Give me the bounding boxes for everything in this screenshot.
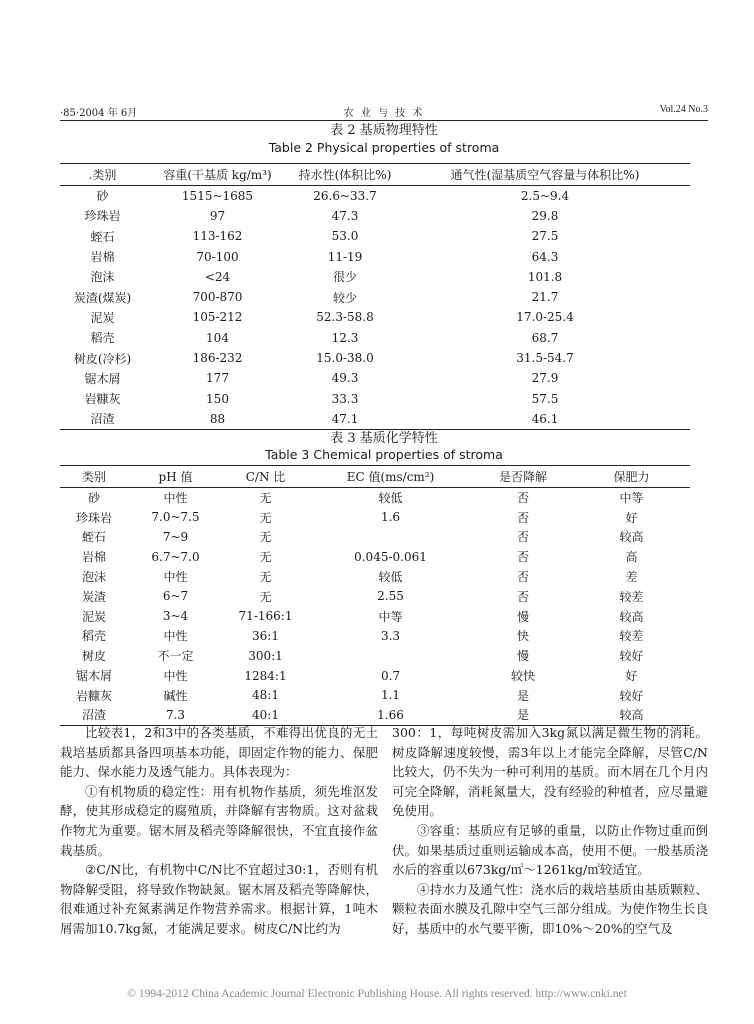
table-cell: 碱性: [163, 688, 188, 703]
table-cell: 6~7: [162, 589, 189, 604]
table-cell: 泡沫: [81, 570, 106, 585]
table-cell: 否: [516, 550, 529, 565]
table-cell: 中性: [163, 570, 188, 585]
table-cell: 1.66: [308, 705, 473, 725]
table-cell: 无: [259, 491, 272, 506]
table-cell: 68.7: [531, 330, 559, 345]
column-header: 保肥力: [573, 466, 690, 488]
table-cell: 岩糠灰: [84, 392, 121, 407]
table-cell: 较低: [378, 570, 403, 585]
table-cell: 2.5~9.4: [520, 188, 570, 203]
table-cell: 蛭石: [81, 530, 106, 545]
table3-caption-cn: 表 3 基质化学特性: [330, 431, 438, 446]
table-cell: 47.3: [331, 208, 359, 223]
table-row: [60, 488, 690, 508]
column-header: pH 值: [128, 466, 223, 488]
table-row: [60, 186, 690, 206]
column-header: EC 值(ms/cm²): [308, 466, 473, 488]
table-row: [60, 547, 690, 567]
table-row: [60, 206, 690, 226]
table-row: [60, 685, 690, 705]
body-column-right: [392, 723, 708, 939]
table-cell: 树皮(冷杉): [73, 351, 132, 366]
table-cell: 较少: [332, 290, 357, 305]
paragraph: 比较表1，2和3中的各类基质，不难得出优良的无土栽培基质都具备四项基本功能，即固定作物的能力、保肥能力、保水能力及透气能力。具体表现为：: [60, 725, 378, 780]
table-cell: 较差: [619, 629, 644, 644]
header-page-date: ·85·2004 年 6月: [60, 108, 138, 119]
table-cell: 泡沫: [90, 270, 115, 285]
table-cell: 中等: [378, 609, 403, 624]
table-cell: 27.5: [531, 229, 559, 244]
column-header: .类别: [60, 164, 145, 186]
table-cell: 中性: [163, 491, 188, 506]
table-row: [60, 646, 690, 666]
table-cell: 57.5: [531, 391, 559, 406]
table-cell: 慢: [516, 609, 529, 624]
table-cell: 快: [516, 629, 529, 644]
table-cell: 53.0: [331, 229, 359, 244]
table-cell: 47.1: [290, 409, 400, 429]
table-cell: 蛭石: [90, 229, 115, 244]
table-cell: [308, 646, 473, 666]
table-cell: 泥炭: [81, 609, 106, 624]
table-cell: 186-232: [192, 351, 243, 366]
running-header: [60, 104, 708, 120]
table-cell: 锯木屑: [84, 371, 121, 386]
table-cell: 104: [206, 330, 229, 345]
table-cell: 21.7: [531, 290, 559, 305]
table-row: [60, 567, 690, 587]
table-cell: 中等: [619, 491, 644, 506]
table-cell: 7.3: [128, 705, 223, 725]
table-cell: 较快: [510, 669, 535, 684]
table-row: [60, 287, 690, 307]
table-cell: 无: [259, 589, 272, 604]
table-cell: 1515~1685: [181, 188, 254, 203]
table-cell: 中性: [163, 669, 188, 684]
table-row: [60, 527, 690, 547]
table-cell: 高: [625, 550, 638, 565]
table-cell: 较高: [619, 530, 644, 545]
table-cell: 7.0~7.5: [151, 510, 200, 525]
table-row: [60, 606, 690, 626]
table-row: [60, 388, 690, 408]
table3-body: [60, 488, 690, 726]
table-cell: 树皮: [81, 649, 106, 664]
paragraph: ③容重：基质应有足够的重量，以防止作物过重而倒伏。如果基质过重则运输成本高，使用不便。一般基质浇水后的容重以673kg/㎡～1261kg/㎡较适宜。: [392, 822, 708, 878]
table-cell: 1.1: [380, 688, 401, 703]
header-journal-title: 农 业 与 技 术: [343, 108, 425, 119]
table-cell: 29.8: [531, 208, 559, 223]
table-cell: 泥炭: [90, 310, 115, 325]
table-cell: 中性: [163, 629, 188, 644]
table-cell: 无: [259, 530, 272, 545]
table2-body: [60, 186, 690, 430]
table-row: [60, 586, 690, 606]
table-cell: 27.9: [531, 371, 559, 386]
table-cell: 17.0-25.4: [516, 310, 574, 325]
table-cell: 7~9: [162, 529, 189, 544]
table-cell: 稻壳: [90, 331, 115, 346]
table-cell: 较低: [378, 491, 403, 506]
table-cell: 沼渣: [60, 705, 128, 725]
table-cell: 较差: [619, 589, 644, 604]
table-cell: 88: [145, 409, 290, 429]
table-cell: 较高: [619, 609, 644, 624]
paragraph: 300：1，每吨树皮需加入3kg氮以满足微生物的消耗。树皮降解速度较慢，需3年以上才能完全降解，尽管C/N比较大，仍不失为一种可利用的基质。而木屑在几个月内可完全降解，消耗氮量大，没有经验的种植者，应尽量避免使用。: [392, 725, 708, 819]
table-cell: 71-166:1: [238, 609, 293, 624]
table-cell: 岩棉: [81, 550, 106, 565]
table-cell: 沼渣: [60, 409, 145, 429]
table-cell: 否: [516, 491, 529, 506]
table-cell: 48:1: [252, 688, 279, 703]
table-cell: 否: [516, 530, 529, 545]
table-cell: 较好: [619, 688, 644, 703]
table2-caption-cn: 表 2 基质物理特性: [330, 123, 438, 138]
table-cell: 12.3: [331, 330, 359, 345]
table3-caption-en: Table 3 Chemical properties of stroma: [265, 447, 503, 462]
table-cell: 炭渣(煤炭): [73, 290, 132, 305]
table2-header-row: [60, 164, 690, 186]
table-row: [60, 507, 690, 527]
table-cell: <24: [204, 269, 231, 284]
copyright-footer: © 1994-2012 China Academic Journal Electronic Publishing House. All rights reserved. http://www.cnki.net: [127, 988, 627, 1000]
table-cell: 15.0-38.0: [316, 351, 374, 366]
table-cell: 岩糠灰: [75, 688, 112, 703]
paragraph: ④持水力及通气性：浇水后的栽培基质由基质颗粒、颗粒表面水膜及孔隙中空气三部分组成。为使作物生长良好，基质中的水气要平衡，即10%～20%的空气及: [392, 881, 708, 936]
body-column-left: [60, 723, 378, 939]
table-cell: 177: [206, 371, 229, 386]
table-row: [60, 666, 690, 686]
table-cell: 岩棉: [90, 250, 115, 265]
table-row: [60, 267, 690, 287]
table-cell: 好: [625, 669, 638, 684]
table-cell: 砂: [96, 189, 109, 204]
table-cell: 珍珠岩: [75, 510, 112, 525]
table-cell: 是: [516, 688, 529, 703]
column-header: 通气性(湿基质空气容量与体积比%): [400, 164, 690, 186]
table-cell: 101.8: [527, 269, 563, 284]
column-header: 是否降解: [473, 466, 573, 488]
table-cell: 是: [473, 705, 573, 725]
table3-chemical-properties: [60, 465, 690, 726]
table-cell: 1.6: [380, 510, 401, 525]
table3-header-row: [60, 466, 690, 488]
table-row: [60, 348, 690, 368]
table-cell: 150: [206, 391, 229, 406]
table-cell: 砂: [87, 491, 100, 506]
column-header: C/N 比: [223, 466, 308, 488]
table-cell: 无: [259, 550, 272, 565]
table-cell: 无: [259, 510, 272, 525]
table-cell: 炭渣: [81, 589, 106, 604]
table-row: [60, 626, 690, 646]
table-cell: 70-100: [196, 249, 239, 264]
table-cell: 3.3: [380, 628, 401, 643]
table-cell: 97: [209, 208, 226, 223]
table-cell: 52.3-58.8: [316, 310, 374, 325]
table-cell: 31.5-54.7: [516, 351, 574, 366]
column-header: 持水性(体积比%): [290, 164, 400, 186]
column-header: 类别: [60, 466, 128, 488]
table-cell: 40:1: [223, 705, 308, 725]
table-cell: 46.1: [400, 409, 690, 429]
table-cell: 113-162: [192, 229, 243, 244]
column-header: 容重(干基质 kg/m³): [145, 164, 290, 186]
table-cell: 2.55: [377, 589, 404, 604]
table-cell: 1284:1: [244, 668, 287, 683]
table-cell: 11-19: [327, 249, 363, 264]
table-cell: 珍珠岩: [84, 209, 121, 224]
table-cell: 稻壳: [81, 629, 106, 644]
table2-physical-properties: [60, 163, 690, 430]
table-cell: [308, 527, 473, 547]
table2-caption-en: Table 2 Physical properties of stroma: [268, 140, 500, 155]
table-cell: 较好: [619, 649, 644, 664]
table-cell: 300:1: [248, 648, 283, 663]
table-cell: 否: [516, 589, 529, 604]
table-cell: 0.045-0.061: [354, 549, 427, 564]
table-row: [60, 226, 690, 246]
table-cell: 700-870: [192, 290, 243, 305]
table-cell: 好: [625, 510, 638, 525]
table-cell: 很少: [332, 270, 357, 285]
table-cell: 无: [259, 570, 272, 585]
table-cell: 否: [516, 570, 529, 585]
table-row: [60, 328, 690, 348]
table-cell: 否: [516, 510, 529, 525]
table-cell: 6.7~7.0: [151, 549, 200, 564]
table-cell: 较高: [573, 705, 690, 725]
table-cell: 36:1: [252, 628, 279, 643]
table-row: [60, 368, 690, 388]
table-cell: 3~4: [162, 609, 189, 624]
table-cell: 26.6~33.7: [313, 188, 377, 203]
table-cell: 差: [625, 570, 638, 585]
paragraph: ①有机物质的稳定性：用有机物作基质，须先堆沤发酵，使其形成稳定的腐殖质，并降解有害物质。这对盆栽作物尤为重要。锯木屑及稻壳等降解很快，不宜直接作盆栽基质。: [60, 783, 378, 858]
table-cell: 锯木屑: [75, 669, 112, 684]
table-cell: 0.7: [380, 668, 401, 683]
table-cell: 105-212: [192, 310, 243, 325]
table-cell: 64.3: [531, 249, 559, 264]
table-cell: 不一定: [157, 649, 194, 664]
table-cell: 49.3: [331, 371, 359, 386]
table-cell: 慢: [516, 649, 529, 664]
paragraph: ②C/N比，有机物中C/N比不宜超过30:1，否则有机物降解受阻，将导致作物缺氮。锯木屑及稻壳等降解快，很难通过补充氮素满足作物营养需求。根据计算，1吨木屑需加10.7kg氮，才能满足要求。树皮C/N比约为: [60, 862, 378, 936]
table-row: [60, 246, 690, 266]
header-volume: Vol.24 No.3: [659, 104, 708, 115]
table-row: [60, 307, 690, 327]
table-cell: 33.3: [331, 391, 359, 406]
